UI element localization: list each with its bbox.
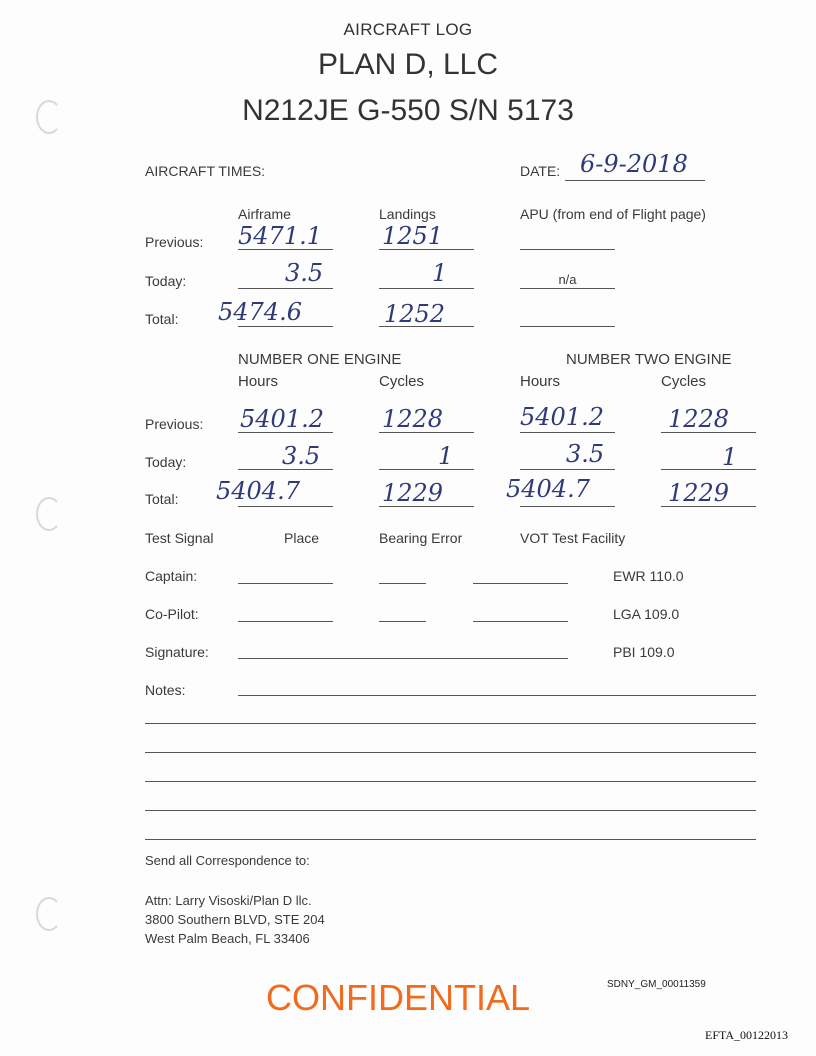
date-label: DATE: bbox=[520, 163, 561, 179]
punch-hole-bottom bbox=[36, 897, 62, 931]
engine-two-hours-header: Hours bbox=[520, 373, 561, 390]
apu-total-line bbox=[520, 326, 615, 327]
e2-hours-total-value: 5404.7 bbox=[506, 475, 590, 503]
test-signal-header: Test Signal bbox=[145, 530, 214, 546]
aircraft-total-label: Total: bbox=[145, 311, 179, 327]
bearing-error-header: Bearing Error bbox=[379, 530, 463, 546]
airframe-column-header: Airframe bbox=[238, 206, 291, 222]
date-value: 6-9-2018 bbox=[580, 150, 688, 178]
signature-line bbox=[238, 658, 568, 659]
copilot-facility-line bbox=[473, 621, 568, 622]
landings-previous-value: 1251 bbox=[382, 222, 444, 250]
engine-previous-label: Previous: bbox=[145, 416, 204, 432]
notes-line-3 bbox=[145, 752, 756, 753]
engine-two-title: NUMBER TWO ENGINE bbox=[566, 351, 732, 368]
e1-hours-previous-value: 5401.2 bbox=[240, 405, 324, 433]
apu-previous-line bbox=[520, 249, 615, 250]
e1-hours-total-value: 5404.7 bbox=[216, 477, 300, 505]
landings-column-header: Landings bbox=[379, 206, 436, 222]
vot-facility-ewr: EWR 110.0 bbox=[613, 568, 684, 584]
vot-facility-pbi: PBI 109.0 bbox=[613, 644, 675, 660]
copilot-bearing-line bbox=[379, 621, 426, 622]
e2-hours-today-value: 3.5 bbox=[566, 440, 605, 468]
notes-line-4 bbox=[145, 781, 756, 782]
apu-today-line bbox=[520, 288, 615, 289]
engine-two-cycles-header: Cycles bbox=[661, 373, 707, 390]
place-header: Place bbox=[284, 530, 320, 546]
copilot-label: Co-Pilot: bbox=[145, 606, 199, 622]
aircraft-times-label: AIRCRAFT TIMES: bbox=[145, 163, 266, 179]
copilot-place-line bbox=[238, 621, 333, 622]
landings-today-line bbox=[379, 288, 474, 289]
captain-label: Captain: bbox=[145, 568, 198, 584]
punch-hole-middle bbox=[36, 497, 62, 531]
e1-hours-today-value: 3.5 bbox=[282, 442, 321, 470]
e1-hours-total-line bbox=[238, 506, 333, 507]
e1-cycles-today-line bbox=[379, 469, 474, 470]
e2-cycles-total-value: 1229 bbox=[668, 479, 730, 507]
aircraft-previous-label: Previous: bbox=[145, 234, 204, 250]
airframe-total-line bbox=[238, 326, 333, 327]
apu-column-header: APU (from end of Flight page) bbox=[520, 206, 706, 222]
aircraft-identifier: N212JE G-550 S/N 5173 bbox=[242, 94, 574, 127]
vot-facility-header: VOT Test Facility bbox=[520, 530, 626, 546]
document-title: AIRCRAFT LOG bbox=[343, 20, 473, 39]
vot-facility-lga: LGA 109.0 bbox=[613, 606, 680, 622]
airframe-today-value: 3.5 bbox=[285, 259, 324, 287]
notes-line-1 bbox=[238, 695, 756, 696]
engine-one-cycles-header: Cycles bbox=[379, 373, 425, 390]
confidential-stamp: CONFIDENTIAL bbox=[266, 977, 531, 1018]
engine-total-label: Total: bbox=[145, 491, 179, 507]
e2-hours-today-line bbox=[520, 469, 615, 470]
e2-cycles-today-line bbox=[661, 469, 756, 470]
apu-today-value: n/a bbox=[558, 272, 577, 287]
captain-place-line bbox=[238, 583, 333, 584]
captain-facility-line bbox=[473, 583, 568, 584]
notes-line-2 bbox=[145, 723, 756, 724]
captain-bearing-line bbox=[379, 583, 426, 584]
bates-number: SDNY_GM_00011359 bbox=[607, 979, 706, 990]
e2-hours-total-line bbox=[520, 506, 615, 507]
company-name: PLAN D, LLC bbox=[317, 48, 499, 81]
notes-label: Notes: bbox=[145, 682, 186, 698]
signature-label: Signature: bbox=[145, 644, 209, 660]
landings-total-value: 1252 bbox=[384, 300, 446, 328]
e2-hours-previous-line bbox=[520, 432, 615, 433]
correspondence-attn: Attn: Larry Visoski/Plan D llc. bbox=[145, 893, 312, 908]
landings-today-value: 1 bbox=[432, 259, 448, 287]
e1-cycles-previous-value: 1228 bbox=[382, 405, 444, 433]
correspondence-address-1: 3800 Southern BLVD, STE 204 bbox=[145, 912, 325, 927]
airframe-total-value: 5474.6 bbox=[218, 298, 302, 326]
airframe-previous-value: 5471.1 bbox=[238, 222, 322, 250]
e2-cycles-previous-value: 1228 bbox=[668, 405, 730, 433]
engine-one-title: NUMBER ONE ENGINE bbox=[238, 351, 402, 368]
e1-cycles-today-value: 1 bbox=[438, 442, 454, 470]
efta-number: EFTA_00122013 bbox=[705, 1028, 789, 1042]
e1-cycles-total-value: 1229 bbox=[382, 479, 444, 507]
aircraft-today-label: Today: bbox=[145, 273, 187, 289]
correspondence-label: Send all Correspondence to: bbox=[145, 853, 310, 868]
notes-line-5 bbox=[145, 810, 756, 811]
e2-cycles-today-value: 1 bbox=[722, 443, 738, 471]
airframe-today-line bbox=[238, 288, 333, 289]
correspondence-address-2: West Palm Beach, FL 33406 bbox=[145, 931, 310, 946]
date-line bbox=[565, 180, 705, 181]
engine-one-hours-header: Hours bbox=[238, 373, 279, 390]
engine-today-label: Today: bbox=[145, 454, 187, 470]
e2-hours-previous-value: 5401.2 bbox=[520, 403, 604, 431]
notes-line-6 bbox=[145, 839, 756, 840]
